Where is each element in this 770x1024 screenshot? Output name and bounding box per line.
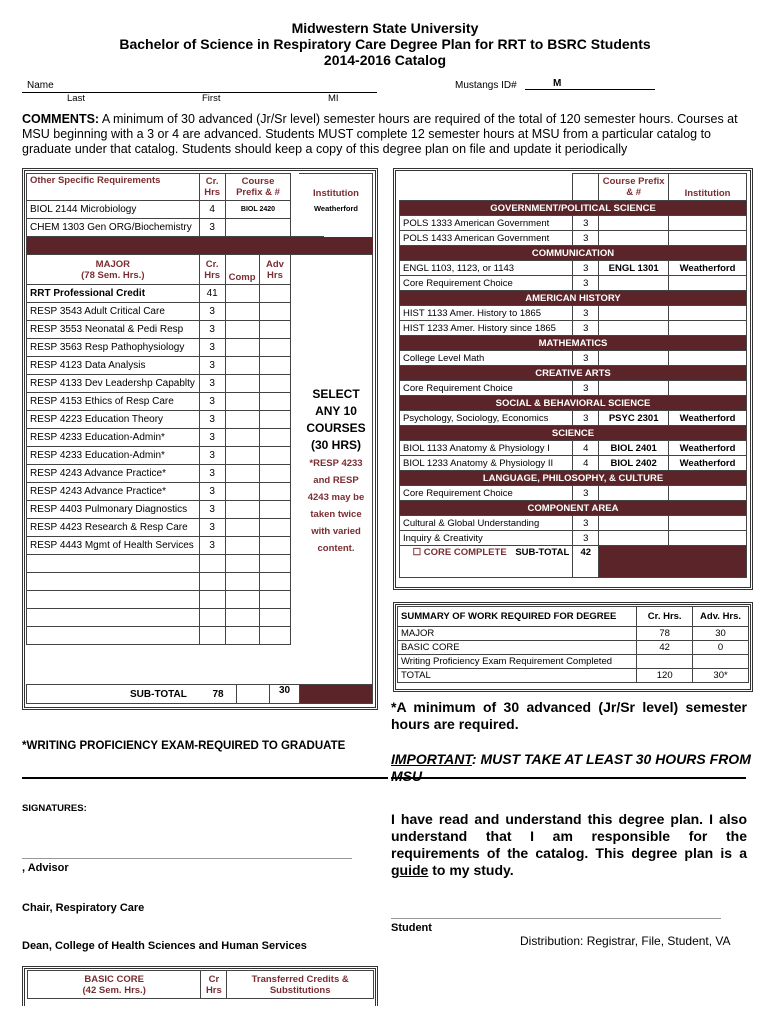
acknowledgement-part2: to my study. — [428, 862, 514, 878]
core-cr: 3 — [573, 411, 599, 426]
core-institution[interactable]: Weatherford — [669, 456, 747, 471]
summary-label: MAJOR — [398, 627, 637, 641]
basic-core-cr-header: Cr Hrs — [201, 971, 227, 999]
major-comp-header: Comp — [225, 255, 259, 285]
core-institution[interactable] — [669, 276, 747, 291]
core-cr: 3 — [573, 231, 599, 246]
dean-label: Dean, College of Health Sciences and Human Services — [22, 940, 307, 952]
major-course: RESP 4223 Education Theory — [27, 411, 200, 429]
major-blank-row — [27, 609, 324, 627]
core-course: Core Requirement Choice — [400, 486, 573, 501]
core-section-title: SCIENCE — [400, 426, 747, 441]
degree-plan-title: Bachelor of Science in Respiratory Care Degree Plan for RRT to BSRC Students — [119, 36, 651, 52]
summary-label: BASIC CORE — [398, 641, 637, 655]
major-comp[interactable] — [225, 447, 259, 465]
major-cr: 3 — [199, 357, 225, 375]
major-cr: 3 — [199, 393, 225, 411]
major-course-row — [27, 447, 324, 465]
comments-text: A minimum of 30 advanced (Jr/Sr level) semester hours are required of the total of 120 semester hours. Courses at MSU beginning with a 3 or 4 are advanced. Students MUST complete 12 semester hours at MSU from a particular catalog to graduate under that catalog. Students should keep a copy of this degree plan on file and update it periodically — [22, 112, 738, 156]
summary-cr: 42 — [637, 641, 693, 655]
major-comp[interactable] — [225, 357, 259, 375]
major-course-row — [27, 303, 324, 321]
major-course: RESP 4133 Dev Leadershp Capablty — [27, 375, 200, 393]
core-cr: 3 — [573, 216, 599, 231]
core-prefix[interactable]: BIOL 2401 — [599, 441, 669, 456]
core-course-row — [400, 231, 747, 246]
major-cr: 3 — [199, 303, 225, 321]
major-course: RESP 4123 Data Analysis — [27, 357, 200, 375]
major-adv[interactable] — [259, 483, 291, 501]
core-subtotal-fill — [599, 546, 747, 578]
basic-core-subtitle: (42 Sem. Hrs.) — [82, 984, 146, 996]
major-adv[interactable] — [259, 519, 291, 537]
summary-cr-header: Cr. Hrs. — [637, 607, 693, 627]
major-course: RESP 4233 Education-Admin* — [27, 447, 200, 465]
major-course: RESP 4403 Pulmonary Diagnostics — [27, 501, 200, 519]
major-course: RESP 4233 Education-Admin* — [27, 429, 200, 447]
other-req-cr-header: Cr. Hrs — [199, 174, 225, 201]
core-cr: 3 — [573, 486, 599, 501]
core-institution[interactable]: Weatherford — [669, 261, 747, 276]
writing-proficiency-note: *WRITING PROFICIENCY EXAM-REQUIRED TO GRADUATE — [22, 740, 346, 752]
mustangs-id-value: M — [553, 78, 562, 89]
core-section-header — [400, 471, 747, 486]
other-req-cr: 4 — [199, 201, 225, 219]
core-course-row — [400, 441, 747, 456]
core-course: Psychology, Sociology, Economics — [400, 411, 573, 426]
student-label: Student — [391, 922, 432, 934]
major-cr: 3 — [199, 519, 225, 537]
major-course: RESP 4423 Research & Resp Care — [27, 519, 200, 537]
advisor-label: , Advisor — [22, 862, 69, 874]
major-adv[interactable] — [259, 357, 291, 375]
core-course: BIOL 1133 Anatomy & Physiology I — [400, 441, 573, 456]
major-adv-header: Adv Hrs — [259, 255, 291, 285]
basic-core-title-cell — [28, 971, 201, 999]
summary-table — [397, 606, 749, 683]
major-blank-row — [27, 627, 324, 645]
major-course-row — [27, 483, 324, 501]
acknowledgement-part1: I have read and understand this degree plan. I also understand that I am responsible for the requirements of the catalog. This degree plan is a — [391, 811, 747, 861]
core-course-row — [400, 321, 747, 336]
major-comp[interactable] — [225, 303, 259, 321]
major-cr: 3 — [199, 537, 225, 555]
select-courses-text: SELECT ANY 10 COURSES (30 HRS) — [306, 387, 366, 452]
summary-row — [398, 641, 749, 655]
core-section-title: COMMUNICATION — [400, 246, 747, 261]
major-course: RESP 4243 Advance Practice* — [27, 465, 200, 483]
core-prefix[interactable]: ENGL 1301 — [599, 261, 669, 276]
university-title: Midwestern State University — [291, 20, 479, 36]
core-inst-header: Institution — [669, 174, 747, 201]
summary-adv — [693, 655, 749, 669]
summary-label: Writing Proficiency Exam Requirement Completed — [398, 655, 637, 669]
major-blank-row — [27, 573, 324, 591]
major-blank-row — [27, 591, 324, 609]
core-institution[interactable] — [669, 486, 747, 501]
core-section-header — [400, 291, 747, 306]
major-cr: 3 — [199, 411, 225, 429]
major-subtotal-cr: 78 — [212, 689, 224, 700]
major-adv[interactable] — [259, 537, 291, 555]
core-prefix[interactable] — [599, 486, 669, 501]
core-institution[interactable]: Weatherford — [669, 441, 747, 456]
acknowledgement-guide: guide — [391, 862, 429, 878]
core-course-row — [400, 261, 747, 276]
core-course-row — [400, 531, 747, 546]
summary-cr — [637, 655, 693, 669]
major-course-row — [27, 339, 324, 357]
major-cr-header: Cr. Hrs — [199, 255, 225, 285]
other-req-prefix[interactable] — [225, 219, 291, 237]
major-course-row — [27, 429, 324, 447]
core-cr: 3 — [573, 381, 599, 396]
core-course-row — [400, 351, 747, 366]
core-cr: 3 — [573, 306, 599, 321]
major-course-row — [27, 519, 324, 537]
core-institution[interactable]: Weatherford — [669, 411, 747, 426]
summary-cr: 120 — [637, 669, 693, 683]
advisor-signature-line[interactable] — [22, 858, 352, 859]
core-section-title: COMPONENT AREA — [400, 501, 747, 516]
comments — [22, 112, 752, 157]
last-label: Last — [67, 93, 85, 104]
major-cr: 3 — [199, 339, 225, 357]
major-course: RESP 3543 Adult Critical Care — [27, 303, 200, 321]
core-section-header — [400, 201, 747, 216]
major-comp[interactable] — [225, 321, 259, 339]
core-course: POLS 1333 American Government — [400, 216, 573, 231]
major-comp[interactable] — [225, 339, 259, 357]
core-table — [399, 173, 747, 578]
core-course-row — [400, 381, 747, 396]
core-course: BIOL 1233 Anatomy & Physiology II — [400, 456, 573, 471]
major-cr: 41 — [199, 285, 225, 303]
core-course-row — [400, 411, 747, 426]
core-section-title: AMERICAN HISTORY — [400, 291, 747, 306]
core-course-row — [400, 516, 747, 531]
core-course: Core Requirement Choice — [400, 381, 573, 396]
major-comp[interactable] — [225, 411, 259, 429]
major-comp[interactable] — [225, 429, 259, 447]
major-subtotal-adv: 30 — [269, 685, 300, 704]
major-cr: 3 — [199, 447, 225, 465]
mustangs-id-line[interactable] — [525, 89, 655, 90]
major-course-row — [27, 411, 324, 429]
major-course-row — [27, 501, 324, 519]
major-adv[interactable] — [259, 501, 291, 519]
important-note — [391, 751, 753, 785]
major-header — [27, 255, 200, 285]
other-req-prefix-header: Course Prefix & # — [225, 174, 291, 201]
core-prefix[interactable]: PSYC 2301 — [599, 411, 669, 426]
core-prefix-header: Course Prefix & # — [599, 174, 669, 201]
major-comp[interactable] — [225, 375, 259, 393]
summary-title: SUMMARY OF WORK REQUIRED FOR DEGREE — [398, 607, 637, 627]
other-req-course: CHEM 1303 Gen ORG/Biochemistry — [27, 219, 200, 237]
major-adv[interactable] — [259, 321, 291, 339]
major-course-row — [27, 321, 324, 339]
core-section-title: GOVERNMENT/POLITICAL SCIENCE — [400, 201, 747, 216]
core-course-row — [400, 456, 747, 471]
major-course: RESP 4243 Advance Practice* — [27, 483, 200, 501]
major-adv[interactable] — [259, 303, 291, 321]
basic-core-transferred-header: Transferred Credits & Substitutions — [227, 971, 374, 999]
basic-core-title: BASIC CORE — [84, 973, 145, 985]
student-signature-line[interactable] — [391, 918, 721, 919]
summary-adv: 30* — [693, 669, 749, 683]
core-course: Cultural & Global Understanding — [400, 516, 573, 531]
other-req-title: Other Specific Requirements — [27, 174, 200, 201]
major-comp[interactable] — [225, 393, 259, 411]
institution-header: Institution — [313, 188, 359, 199]
major-table — [26, 173, 324, 645]
important-text: : MUST TAKE AT LEAST 30 HOURS FROM MSU — [391, 751, 751, 784]
core-section-header — [400, 336, 747, 351]
major-course: RRT Professional Credit — [27, 285, 200, 303]
summary-row — [398, 655, 749, 669]
major-course-row — [27, 375, 324, 393]
core-complete-cell — [400, 546, 573, 578]
major-title: MAJOR — [95, 258, 130, 270]
core-course-row — [400, 306, 747, 321]
major-course-row — [27, 537, 324, 555]
core-institution[interactable] — [669, 306, 747, 321]
core-cr: 3 — [573, 351, 599, 366]
core-cr: 3 — [573, 261, 599, 276]
major-cr: 3 — [199, 465, 225, 483]
core-cr: 4 — [573, 456, 599, 471]
core-cr: 3 — [573, 321, 599, 336]
major-adv[interactable] — [259, 411, 291, 429]
core-section-title: MATHEMATICS — [400, 336, 747, 351]
core-course: Core Requirement Choice — [400, 276, 573, 291]
core-subtotal-value: 42 — [573, 546, 599, 578]
distribution-text: Distribution: Registrar, File, Student, VA — [520, 934, 731, 948]
summary-adv: 30 — [693, 627, 749, 641]
core-cr: 3 — [573, 516, 599, 531]
major-course: RESP 3553 Neonatal & Pedi Resp — [27, 321, 200, 339]
major-comp[interactable] — [225, 483, 259, 501]
major-course: RESP 4443 Mgmt of Health Services — [27, 537, 200, 555]
core-course: College Level Math — [400, 351, 573, 366]
major-cr: 3 — [199, 375, 225, 393]
institution-divider — [299, 237, 373, 255]
core-section-title: CREATIVE ARTS — [400, 366, 747, 381]
core-section-header — [400, 246, 747, 261]
major-subtitle: (78 Sem. Hrs.) — [81, 269, 145, 281]
core-prefix[interactable] — [599, 531, 669, 546]
core-prefix[interactable] — [599, 306, 669, 321]
major-comp[interactable] — [225, 465, 259, 483]
core-section-title: LANGUAGE, PHILOSOPHY, & CULTURE — [400, 471, 747, 486]
core-course: POLS 1433 American Government — [400, 231, 573, 246]
chair-label: Chair, Respiratory Care — [22, 902, 145, 914]
major-comp[interactable] — [225, 285, 259, 303]
comments-label: COMMENTS: — [22, 112, 100, 126]
core-course: Inquiry & Creativity — [400, 531, 573, 546]
summary-adv: 0 — [693, 641, 749, 655]
major-adv[interactable] — [259, 285, 291, 303]
major-adv[interactable] — [259, 447, 291, 465]
core-prefix[interactable] — [599, 321, 669, 336]
major-adv[interactable] — [259, 429, 291, 447]
major-comp[interactable] — [225, 501, 259, 519]
core-institution[interactable] — [669, 516, 747, 531]
major-adv[interactable] — [259, 375, 291, 393]
major-blank-row — [27, 555, 324, 573]
first-label: First — [202, 93, 221, 104]
major-adv[interactable] — [259, 465, 291, 483]
core-prefix[interactable] — [599, 276, 669, 291]
major-subtotal-fill — [300, 685, 372, 703]
core-section-header — [400, 366, 747, 381]
mustangs-id-label: Mustangs ID# — [455, 80, 517, 91]
core-prefix[interactable] — [599, 216, 669, 231]
core-prefix[interactable] — [599, 381, 669, 396]
core-course: ENGL 1103, 1123, or 1143 — [400, 261, 573, 276]
major-course-row — [27, 465, 324, 483]
summary-cr: 78 — [637, 627, 693, 641]
core-section-header — [400, 501, 747, 516]
summary-row — [398, 627, 749, 641]
core-section-header — [400, 396, 747, 411]
major-course: RESP 4153 Ethics of Resp Care — [27, 393, 200, 411]
core-course-row — [400, 216, 747, 231]
core-course-row — [400, 276, 747, 291]
core-cr: 3 — [573, 276, 599, 291]
summary-label: TOTAL — [398, 669, 637, 683]
core-section-title: SOCIAL & BEHAVIORAL SCIENCE — [400, 396, 747, 411]
catalog-title: 2014-2016 Catalog — [323, 52, 447, 68]
acknowledgement-text — [391, 811, 747, 879]
major-adv[interactable] — [259, 393, 291, 411]
summary-row — [398, 669, 749, 683]
other-req-divider — [27, 237, 324, 255]
core-subtotal-label: SUB-TOTAL — [515, 547, 570, 558]
core-institution[interactable] — [669, 531, 747, 546]
major-cr: 3 — [199, 483, 225, 501]
core-complete-checkbox[interactable]: ☐ — [412, 547, 422, 558]
core-course: HIST 1233 Amer. History since 1865 — [400, 321, 573, 336]
other-req-course: BIOL 2144 Microbiology — [27, 201, 200, 219]
summary-adv-header: Adv. Hrs. — [693, 607, 749, 627]
other-req-prefix[interactable]: BIOL 2420 — [225, 201, 291, 219]
important-label: IMPORTANT — [391, 751, 472, 767]
core-cr: 4 — [573, 441, 599, 456]
mi-label: MI — [328, 93, 339, 104]
advanced-hours-note: *A minimum of 30 advanced (Jr/Sr level) semester hours are required. — [391, 699, 747, 732]
core-institution[interactable] — [669, 216, 747, 231]
other-req-cr: 3 — [199, 219, 225, 237]
basic-core-header — [27, 970, 374, 999]
core-prefix[interactable] — [599, 231, 669, 246]
name-label: Name — [27, 80, 54, 91]
core-complete-label: CORE COMPLETE — [423, 547, 507, 558]
other-req-institution[interactable]: Weatherford — [313, 204, 359, 213]
core-prefix[interactable] — [599, 516, 669, 531]
core-course-row — [400, 486, 747, 501]
signatures-label: SIGNATURES: — [22, 803, 87, 814]
core-prefix[interactable] — [599, 351, 669, 366]
core-course: HIST 1133 Amer. History to 1865 — [400, 306, 573, 321]
major-course-row — [27, 285, 324, 303]
select-courses-note: *RESP 4233 and RESP 4243 may be taken twice with varied content. — [307, 458, 365, 554]
major-comp[interactable] — [225, 537, 259, 555]
major-course: RESP 3563 Resp Pathophysiology — [27, 339, 200, 357]
core-institution[interactable] — [669, 351, 747, 366]
major-cr: 3 — [199, 321, 225, 339]
major-comp[interactable] — [225, 519, 259, 537]
core-prefix[interactable]: BIOL 2402 — [599, 456, 669, 471]
core-institution[interactable] — [669, 321, 747, 336]
major-course-row — [27, 393, 324, 411]
major-course-row — [27, 357, 324, 375]
core-cr: 3 — [573, 531, 599, 546]
major-adv[interactable] — [259, 339, 291, 357]
core-institution[interactable] — [669, 231, 747, 246]
major-cr: 3 — [199, 501, 225, 519]
core-section-header — [400, 426, 747, 441]
major-subtotal-label: SUB-TOTAL — [130, 689, 187, 700]
major-cr: 3 — [199, 429, 225, 447]
core-institution[interactable] — [669, 381, 747, 396]
